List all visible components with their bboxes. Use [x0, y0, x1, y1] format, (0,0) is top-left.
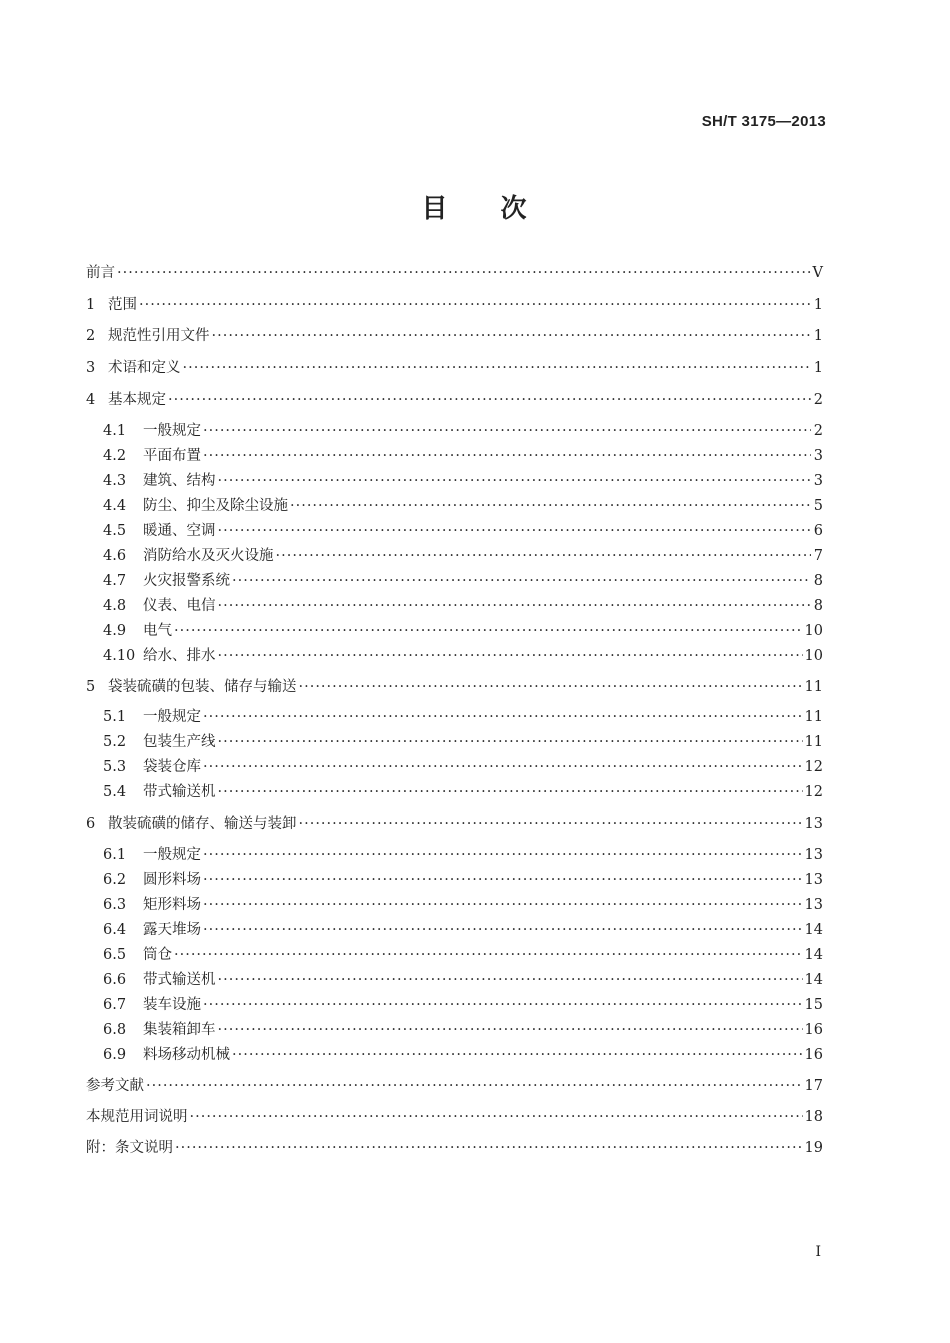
toc-entry-label: 消防给水及灭火设施: [143, 548, 274, 564]
toc-leader-dots: [174, 944, 803, 966]
toc-leader-dots: [218, 470, 812, 492]
toc-entry-page: 19: [804, 1140, 823, 1156]
toc-entry-page: 1: [813, 360, 823, 376]
toc-entry-page: 15: [804, 997, 823, 1013]
toc-entry-page: 13: [804, 847, 823, 863]
toc-entry[interactable]: [86, 495, 823, 517]
toc-leader-dots: [203, 994, 803, 1016]
toc-entry-number: 4.4: [103, 498, 127, 514]
toc-entry[interactable]: [86, 1019, 823, 1041]
toc-entry-label: 术语和定义: [108, 360, 181, 376]
page-number: I: [815, 1244, 821, 1260]
toc-entry-page: 14: [804, 947, 823, 963]
toc-entry-label: 防尘、抑尘及除尘设施: [143, 498, 288, 514]
toc-entry-label: 仪表、电信: [143, 598, 216, 614]
toc-leader-dots: [203, 706, 803, 728]
toc-entry-number: 4.6: [103, 548, 127, 564]
toc-entry-page: 6: [813, 523, 823, 539]
toc-entry-label: 火灾报警系统: [143, 573, 230, 589]
toc-entry-label: 矩形料场: [143, 897, 201, 913]
toc-leader-dots: [212, 325, 812, 347]
toc-entry-page: 11: [804, 734, 823, 750]
toc-entry-page: 12: [804, 759, 823, 775]
toc-leader-dots: [203, 844, 803, 866]
toc-entry-label: 范围: [108, 297, 137, 313]
toc-entry-number: 6.8: [103, 1022, 127, 1038]
toc-entry[interactable]: [86, 420, 823, 442]
toc-entry-page: 14: [804, 922, 823, 938]
toc-entry-page: 11: [804, 679, 823, 695]
toc-entry-label: 暖通、空调: [143, 523, 216, 539]
toc-entry-number: 5.4: [103, 784, 127, 800]
toc-entry[interactable]: [86, 1044, 823, 1066]
toc-leader-dots: [299, 813, 803, 835]
toc-entry[interactable]: [86, 944, 823, 966]
toc-entry-label: 基本规定: [108, 392, 166, 408]
toc-leader-dots: [218, 731, 803, 753]
toc-entry[interactable]: [86, 731, 823, 753]
toc-leader-dots: [139, 294, 811, 316]
toc-entry-number: 6.1: [103, 847, 127, 863]
page-title: 目 次: [421, 194, 529, 224]
toc-entry-number: 6.5: [103, 947, 127, 963]
toc-entry-number: 4.5: [103, 523, 127, 539]
toc-entry-label: 电气: [143, 623, 172, 639]
toc-entry-number: 4.9: [103, 623, 127, 639]
toc-entry[interactable]: [86, 706, 823, 728]
toc-entry-label: 参考文献: [86, 1078, 144, 1094]
toc-entry-number: 5.3: [103, 759, 127, 775]
toc-entry-label: 平面布置: [143, 448, 201, 464]
toc-entry-label: 带式输送机: [143, 784, 216, 800]
toc-entry-page: 1: [813, 297, 823, 313]
toc-entry-label: 建筑、结构: [143, 473, 216, 489]
toc-entry-number: 5.2: [103, 734, 127, 750]
toc-entry-label: 散装硫磺的储存、输送与装卸: [108, 816, 297, 832]
toc-entry[interactable]: [86, 869, 823, 891]
toc-entry[interactable]: [86, 1075, 823, 1097]
toc-entry-label: 一般规定: [143, 847, 201, 863]
toc-entry-label: 前言: [86, 265, 115, 281]
toc-leader-dots: [203, 919, 803, 941]
toc-entry-page: 13: [804, 872, 823, 888]
toc-leader-dots: [203, 756, 803, 778]
toc-entry-page: 17: [804, 1078, 823, 1094]
toc-entry[interactable]: [86, 570, 823, 592]
toc-leader-dots: [175, 1137, 803, 1159]
toc-entry-page: 3: [813, 448, 823, 464]
toc-entry-number: 6.3: [103, 897, 127, 913]
toc-entry-page: 14: [804, 972, 823, 988]
toc-entry[interactable]: [86, 262, 823, 284]
toc-leader-dots: [276, 545, 812, 567]
toc-entry[interactable]: [86, 325, 823, 347]
toc-entry-page: 1: [813, 328, 823, 344]
toc-entry[interactable]: [86, 595, 823, 617]
toc-entry-page: 16: [804, 1047, 823, 1063]
toc-leader-dots: [117, 262, 811, 284]
toc-entry[interactable]: [86, 620, 823, 642]
toc-entry-number: 4.10: [103, 648, 136, 664]
toc-entry-label: 圆形料场: [143, 872, 201, 888]
toc-entry[interactable]: [86, 294, 823, 316]
toc-entry-number: 4.7: [103, 573, 127, 589]
toc-leader-dots: [218, 595, 812, 617]
toc-entry-page: 2: [813, 423, 823, 439]
toc-entry-page: V: [812, 265, 823, 281]
toc-entry[interactable]: [86, 545, 823, 567]
toc-entry-page: 3: [813, 473, 823, 489]
toc-entry[interactable]: [86, 445, 823, 467]
toc-entry-label: 本规范用词说明: [86, 1109, 188, 1125]
toc-entry-page: 10: [804, 648, 823, 664]
toc-entry-number: 3: [86, 360, 96, 376]
toc-entry-label: 露天堆场: [143, 922, 201, 938]
toc-entry-label: 料场移动机械: [143, 1047, 230, 1063]
toc-entry[interactable]: [86, 994, 823, 1016]
toc-leader-dots: [203, 869, 803, 891]
toc-entry[interactable]: [86, 1106, 823, 1128]
toc-entry[interactable]: [86, 919, 823, 941]
toc-leader-dots: [218, 969, 803, 991]
toc-entry-number: 2: [86, 328, 96, 344]
toc-entry[interactable]: [86, 470, 823, 492]
toc-entry-number: 6.2: [103, 872, 127, 888]
toc-leader-dots: [203, 894, 803, 916]
toc-leader-dots: [299, 676, 803, 698]
toc-leader-dots: [218, 1019, 803, 1041]
toc-entry-page: 10: [804, 623, 823, 639]
toc-leader-dots: [218, 645, 803, 667]
toc-leader-dots: [218, 781, 803, 803]
toc-entry-page: 2: [813, 392, 823, 408]
toc-entry[interactable]: [86, 813, 823, 835]
toc-entry[interactable]: [86, 969, 823, 991]
toc-entry-label: 带式输送机: [143, 972, 216, 988]
toc-entry[interactable]: [86, 781, 823, 803]
toc-entry[interactable]: [86, 844, 823, 866]
toc-entry-number: 5.1: [103, 709, 127, 725]
toc-entry-number: 6.6: [103, 972, 127, 988]
toc-leader-dots: [146, 1075, 803, 1097]
toc-entry-page: 5: [813, 498, 823, 514]
toc-entry[interactable]: [86, 756, 823, 778]
toc-leader-dots: [203, 445, 811, 467]
toc-entry-page: 8: [813, 573, 823, 589]
toc-entry-page: 11: [804, 709, 823, 725]
toc-leader-dots: [174, 620, 803, 642]
toc-entry-label: 规范性引用文件: [108, 328, 210, 344]
toc-entry[interactable]: [86, 645, 823, 667]
toc-entry[interactable]: [86, 389, 823, 411]
toc-entry-number: 6.9: [103, 1047, 127, 1063]
toc-entry-number: 6: [86, 816, 96, 832]
toc-entry-label: 一般规定: [143, 709, 201, 725]
toc-entry-label: 装车设施: [143, 997, 201, 1013]
toc-leader-dots: [232, 1044, 803, 1066]
toc-leader-dots: [168, 389, 811, 411]
toc-entry-page: 16: [804, 1022, 823, 1038]
toc-entry[interactable]: [86, 520, 823, 542]
toc-entry-label: 筒仓: [143, 947, 172, 963]
toc-entry-number: 6.4: [103, 922, 127, 938]
toc-entry-label: 包装生产线: [143, 734, 216, 750]
toc-leader-dots: [218, 520, 812, 542]
toc-entry-number: 4: [86, 392, 96, 408]
toc-entry-number: 6.7: [103, 997, 127, 1013]
toc-entry-number: 4.2: [103, 448, 127, 464]
toc-entry-page: 13: [804, 816, 823, 832]
toc-entry-number: 4.1: [103, 423, 127, 439]
toc-entry[interactable]: [86, 1137, 823, 1159]
document-code: SH/T 3175—2013: [701, 113, 826, 130]
toc-entry[interactable]: [86, 676, 823, 698]
toc-entry-label: 袋装仓库: [143, 759, 201, 775]
toc-entry-page: 18: [804, 1109, 823, 1125]
toc-entry[interactable]: [86, 357, 823, 379]
toc-leader-dots: [190, 1106, 803, 1128]
toc-entry-number: 4.8: [103, 598, 127, 614]
toc-entry-label: 袋装硫磺的包装、储存与输送: [108, 679, 297, 695]
toc-entry[interactable]: [86, 894, 823, 916]
toc-entry-label: 一般规定: [143, 423, 201, 439]
toc-entry-label: 给水、排水: [143, 648, 216, 664]
toc-entry-number: 5: [86, 679, 96, 695]
toc-entry-page: 7: [813, 548, 823, 564]
toc-entry-page: 12: [804, 784, 823, 800]
toc-entry-label: 集装箱卸车: [143, 1022, 216, 1038]
toc-leader-dots: [290, 495, 811, 517]
toc-entry-page: 13: [804, 897, 823, 913]
toc-leader-dots: [203, 420, 811, 442]
toc-entry-number: 4.3: [103, 473, 127, 489]
toc-leader-dots: [232, 570, 811, 592]
toc-entry-number: 1: [86, 297, 96, 313]
toc-leader-dots: [183, 357, 812, 379]
toc-entry-label: 附：条文说明: [86, 1140, 173, 1156]
toc-entry-page: 8: [813, 598, 823, 614]
